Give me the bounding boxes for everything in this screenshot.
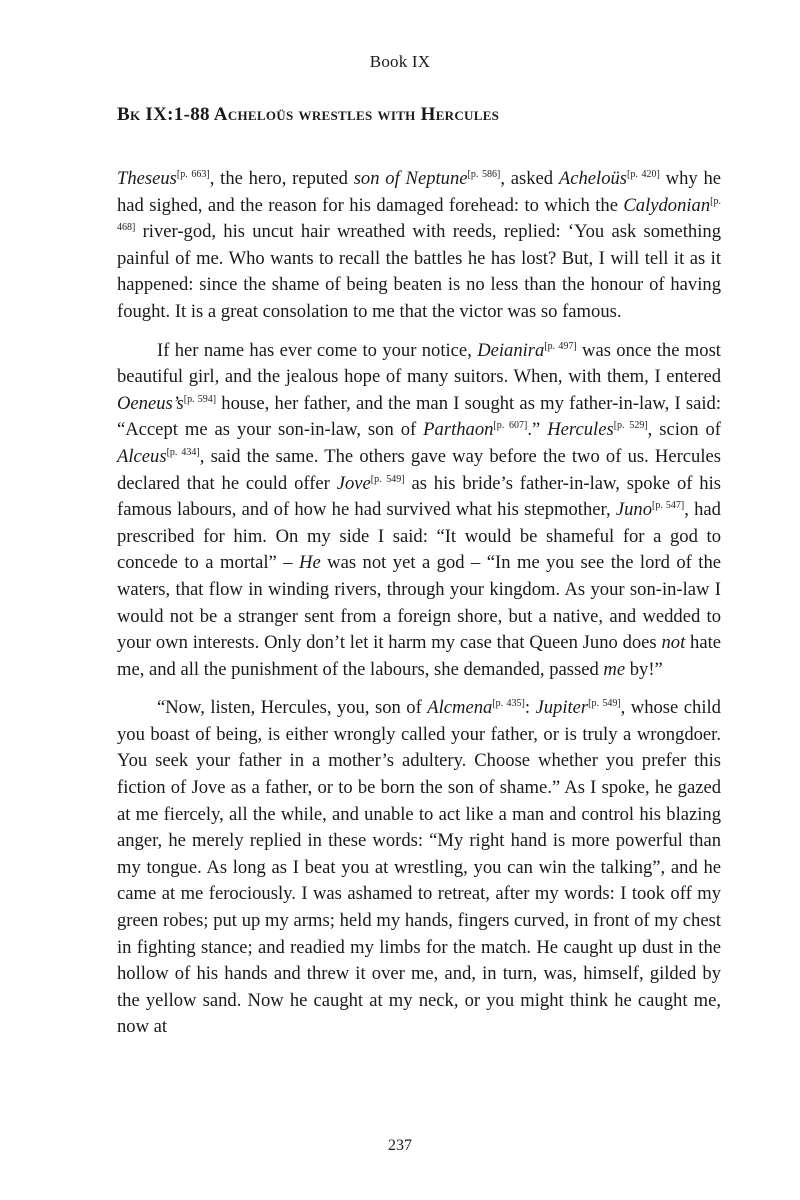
text-run: was not yet a god – “In me you see the lord of the waters, that flow in winding rivers, through your kingdom. As your son-in-law I would not be a stranger sent from a foreign shore, but a native, and wedded to your own interests. Only don’t let it harm my case that Queen Juno does — [117, 552, 721, 654]
italic-term: Hercules — [547, 419, 614, 441]
page-reference-link[interactable]: [p. 468] — [117, 195, 721, 233]
italic-term: me — [603, 658, 626, 680]
page-reference-link[interactable]: [p. 549] — [370, 473, 405, 485]
italic-term: not — [661, 632, 686, 654]
paragraph — [117, 338, 721, 684]
italic-term: He — [299, 552, 321, 574]
page-number: 237 — [388, 1137, 412, 1154]
page-reference-link[interactable]: [p. 547] — [652, 499, 685, 511]
italic-term: Acheloüs — [558, 168, 628, 189]
text-run: was once the most beautiful girl, and the jealous hope of many suitors. When, with them, I entered — [117, 339, 721, 388]
body-text — [117, 166, 721, 1053]
text-run: river-god, his uncut hair wreathed with reeds, replied: ‘You ask something painful of me. Who wants to recall the battles he has lost? But, I will tell it as it happened: since the shame of being beaten is no less than the honour of having fought. It is a great consolation to me that the victor was so famous. — [117, 221, 721, 322]
text-run: why he had sighed, and the reason for his damaged forehead: to which the — [117, 168, 722, 216]
text-run: If her name has ever come to your notice, — [157, 339, 478, 361]
text-run: , scion of — [647, 419, 721, 441]
page-reference-link[interactable]: [p. 663] — [176, 168, 210, 180]
italic-term: Parthaon — [423, 419, 494, 441]
italic-term: Oeneus’s — [117, 392, 184, 414]
page-reference-link[interactable]: [p. 529] — [613, 420, 648, 432]
italic-term: Calydonian — [623, 194, 711, 216]
italic-term: Juno — [615, 499, 652, 521]
page-reference-link[interactable]: [p. 497] — [544, 340, 577, 352]
running-head: Book IX — [369, 52, 431, 71]
page-reference-link[interactable]: [p. 434] — [166, 446, 200, 458]
page-reference-link[interactable]: [p. 607] — [493, 420, 528, 432]
italic-term: Alceus — [117, 445, 167, 467]
text-run: “Now, listen, Hercules, you, son of — [157, 697, 428, 719]
text-run: , asked — [500, 168, 559, 189]
page-reference-link[interactable]: [p. 549] — [588, 698, 621, 710]
italic-term: Jupiter — [535, 697, 589, 719]
italic-term: Deianira — [477, 339, 545, 361]
text-run: as his bride’s father-in-law, spoke of his famous labours, and of how he had survived what his stepmother, — [117, 472, 721, 521]
italic-term: Jove — [336, 472, 371, 494]
text-run: .” — [527, 419, 548, 441]
paragraph — [117, 166, 721, 326]
text-run: by!” — [625, 658, 663, 680]
text-run: , said the same. The others gave way before the two of us. Hercules declared that he could offer — [117, 445, 721, 494]
page-reference-link[interactable]: [p. 586] — [467, 168, 501, 180]
page-reference-link[interactable]: [p. 435] — [492, 698, 525, 710]
text-run: , the hero, reputed — [209, 168, 354, 189]
text-run: house, her father, and the man I sought as my father-in-law, I said: “Accept me as your son-in-law, son of — [117, 392, 722, 441]
italic-term: Alcmena — [427, 697, 493, 719]
italic-term: son of Neptune — [353, 168, 468, 189]
page-reference-link[interactable]: [p. 594] — [183, 393, 217, 405]
italic-term: Theseus — [117, 168, 177, 189]
text-run: : — [524, 697, 536, 719]
page-reference-link[interactable]: [p. 420] — [627, 168, 660, 180]
text-run: hate me, and all the punishment of the labours, she demanded, passed — [117, 632, 721, 680]
section-title: Bk IX:1-88 Acheloüs wrestles with Hercules — [117, 104, 500, 125]
paragraph — [117, 695, 721, 1041]
text-run: , had prescribed for him. On my side I said: “It would be shameful for a god to concede to a mortal” – — [117, 499, 721, 574]
text-run: , whose child you boast of being, is either wrongly called your father, or is truly a wrongdoer. You seek your father in a mother’s adultery. Choose whether you prefer this fiction of Jove as a father, or to be born the son of shame.” As I spoke, he gazed at me fiercely, all the while, and unable to act like a man and control his blazing anger, he merely replied in these words: “My right hand is more powerful than my tongue. As long as I beat you at wrestling, you can win the talking”, and he came at me ferociously. I was ashamed to retreat, after my words: I took off my green robes; put up my arms; held my hands, fingers curved, in front of my chest in fighting stance; and readied my limbs for the match. He caught up dust in the hollow of his hands and threw it over me, and, in turn, was, himself, gilded by the yellow sand. Now he caught at my neck, or you might think he caught me, now at — [117, 697, 721, 1038]
